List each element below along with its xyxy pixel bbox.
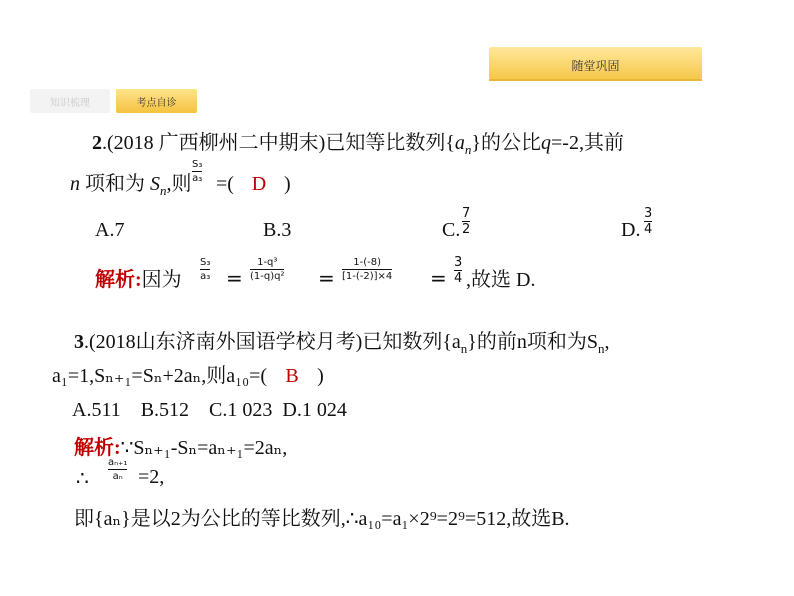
q2-line1 xyxy=(92,131,624,162)
q3-number: 3 xyxy=(74,331,84,353)
header-tab-label: 随堂巩固 xyxy=(571,59,620,73)
q2-solution-text: 因为 xyxy=(141,269,182,291)
q2-var-q: q xyxy=(541,132,552,154)
q2-solution-tail: ,故选 D. xyxy=(466,269,536,291)
opt-d-den: 4 xyxy=(644,222,653,237)
q2-solution-label: 解析: xyxy=(95,269,142,291)
tab-knowledge-review[interactable]: 知识梳理 xyxy=(30,89,110,113)
q2-frac-den: a₃ xyxy=(192,173,203,184)
q2-answer: D xyxy=(251,173,267,195)
because-symbol: ∵ xyxy=(120,435,134,459)
q3-condition: a₁=1,Sₙ₊₁=Sₙ+2aₙ,则a₁₀=( xyxy=(52,365,268,387)
sol-f2-den: (1-q)q² xyxy=(250,271,285,282)
q2-option-c: C. xyxy=(442,219,461,241)
q2-sol-frac1 xyxy=(200,257,210,282)
therefore-symbol-2: ∴ xyxy=(345,506,359,530)
q3-stem-text-c: , xyxy=(604,331,610,353)
equals-sign: = xyxy=(430,266,447,290)
sol-f3-num: 1-(-8) xyxy=(353,257,382,268)
q2-option-d: D. xyxy=(621,219,641,241)
q2-line2-text-c: ,则 xyxy=(166,173,192,195)
q2-var-n: n xyxy=(70,173,80,195)
therefore-symbol: ∴ xyxy=(76,466,89,490)
q2-option-a: A.7 xyxy=(95,219,125,241)
q2-number: 2 xyxy=(92,132,102,154)
q2-option-d-fraction xyxy=(644,207,652,236)
q2-sub-n2: n xyxy=(160,183,167,198)
q3-solution-text1: Sₙ₊₁-Sₙ=aₙ₊₁=2aₙ, xyxy=(133,437,288,459)
q2-stem-text: .(2018 广西柳州二中期末)已知等比数列{ xyxy=(102,132,455,154)
header-tab[interactable] xyxy=(489,47,702,79)
q2-sub-n: n xyxy=(464,142,472,157)
fraction-bar xyxy=(250,269,284,270)
fraction-bar xyxy=(108,469,127,470)
q3-solution-line1 xyxy=(74,435,287,460)
q3-solution-text3a: 即{aₙ}是以2为公比的等比数列, xyxy=(74,508,346,530)
opt-d-num: 3 xyxy=(644,206,653,221)
header-rule xyxy=(489,79,702,81)
opt-c-den: 2 xyxy=(462,222,471,237)
q3-solution-text3c: a₁₀=a₁×2⁹=2⁹=512,故选B. xyxy=(358,508,570,530)
q3-stem-text-b: }的前n项和为S xyxy=(467,331,599,353)
q2-stem-text-c: =-2,其前 xyxy=(551,132,624,154)
q3-line1 xyxy=(74,330,610,361)
sol-f2-num: 1-q³ xyxy=(257,257,278,268)
fraction-bar xyxy=(200,269,210,270)
q3-solution-line3 xyxy=(74,506,570,531)
q3-paren-close: ) xyxy=(317,365,324,387)
q2-solution-intro xyxy=(95,268,182,292)
q3-frac-den: aₙ xyxy=(112,471,123,482)
q3-solution-label: 解析: xyxy=(74,437,121,459)
q2-option-c-fraction xyxy=(462,207,470,236)
q3-solution-text2: =2, xyxy=(138,466,165,488)
q3-sol-fraction xyxy=(108,457,127,482)
q3-options: A.511 B.512 C.1 023 D.1 024 xyxy=(72,399,347,421)
q2-paren-close: ) xyxy=(283,173,291,195)
q2-sol-frac3 xyxy=(342,257,392,282)
q3-sub-n: n xyxy=(460,341,468,356)
opt-c-num: 7 xyxy=(462,206,471,221)
q2-answer-paren xyxy=(216,172,291,196)
sol-f3-den: [1-(-2)]×4 xyxy=(342,271,393,282)
q2-line2-text: 项和为 xyxy=(80,173,150,195)
q2-var-a: a xyxy=(454,132,465,154)
q3-stem-text: .(2018山东济南外国语学校月考)已知数列{a xyxy=(84,331,461,353)
q2-stem-text-b: }的公比 xyxy=(471,132,542,154)
tab-self-test[interactable]: 考点自诊 xyxy=(116,89,197,113)
equals-sign: = xyxy=(318,266,335,290)
q2-var-S: S xyxy=(150,173,160,195)
q2-frac-num: S₃ xyxy=(192,159,203,170)
q2-sol-frac2 xyxy=(250,257,284,282)
q3-sub-n2: n xyxy=(598,341,605,356)
q3-frac-num: aₙ₊₁ xyxy=(108,457,128,468)
q2-fraction xyxy=(192,159,202,184)
q2-line2 xyxy=(70,172,192,203)
sol-f4-num: 3 xyxy=(454,255,463,270)
q2-sol-frac4 xyxy=(454,256,462,285)
fraction-bar xyxy=(192,171,202,172)
sol-f1-num: S₃ xyxy=(200,257,211,268)
sol-f4-den: 4 xyxy=(454,271,463,286)
q3-answer: B xyxy=(285,365,299,387)
q3-line2 xyxy=(52,364,324,388)
fraction-bar xyxy=(342,269,392,270)
q2-paren-open: =( xyxy=(216,173,234,195)
q2-option-b: B.3 xyxy=(263,219,292,241)
sol-f1-den: a₃ xyxy=(200,271,211,282)
equals-sign: = xyxy=(226,266,243,290)
